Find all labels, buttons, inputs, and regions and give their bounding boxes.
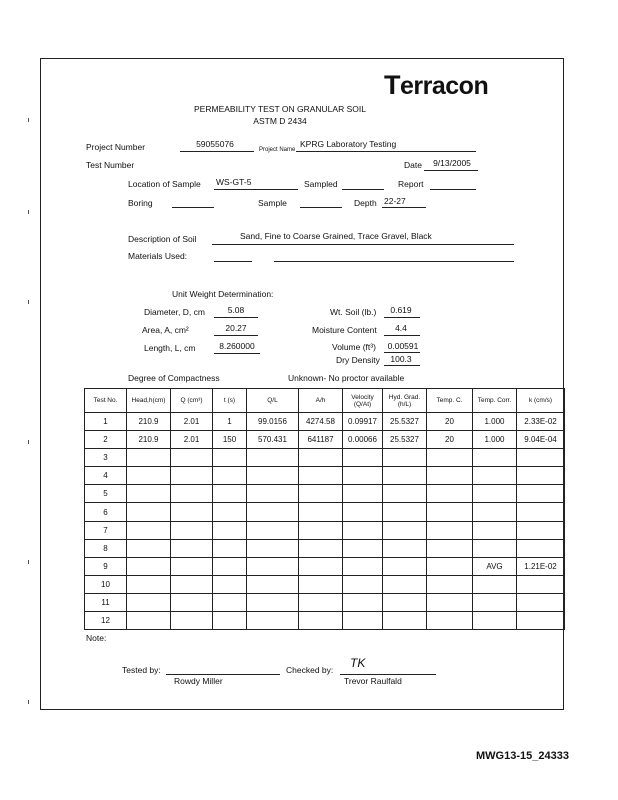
table-cell [127, 593, 171, 611]
table-cell [517, 593, 565, 611]
table-cell: 210.9 [127, 413, 171, 431]
table-cell [247, 503, 299, 521]
table-cell [213, 503, 247, 521]
table-cell: 641187 [299, 431, 343, 449]
checked-by-line [340, 674, 436, 675]
test-number-label: Test Number [86, 160, 135, 170]
table-cell: 9.04E-04 [517, 431, 565, 449]
table-cell: 2.01 [171, 431, 213, 449]
depth-label: Depth [354, 198, 377, 208]
table-cell: 1.000 [473, 413, 517, 431]
column-header: Head,h(cm) [127, 389, 171, 413]
test-number-cell: 12 [85, 612, 127, 630]
table-cell: 150 [213, 431, 247, 449]
table-cell [343, 575, 383, 593]
table-cell [383, 575, 427, 593]
table-cell [343, 503, 383, 521]
scan-mark [28, 440, 29, 444]
table-cell [213, 539, 247, 557]
test-number-cell: 3 [85, 449, 127, 467]
wt-soil-value: 0.619 [390, 305, 412, 315]
table-cell [247, 485, 299, 503]
column-header: t (s) [213, 389, 247, 413]
column-header: Temp. Corr. [473, 389, 517, 413]
table-cell [247, 467, 299, 485]
table-cell [343, 612, 383, 630]
table-cell: 210.9 [127, 431, 171, 449]
column-header: A/h [299, 389, 343, 413]
tested-by-name: Rowdy Miller [174, 676, 223, 686]
scan-mark [28, 700, 29, 704]
terracon-logo: Terracon [384, 70, 489, 100]
table-cell [247, 593, 299, 611]
boring-label: Boring [128, 198, 153, 208]
project-name-line [296, 151, 476, 152]
table-row [85, 557, 565, 575]
area-line [214, 335, 258, 336]
moisture-label: Moisture Content [312, 325, 377, 335]
checked-by-label: Checked by: [286, 665, 334, 675]
table-cell [427, 539, 473, 557]
permeability-table [84, 388, 565, 630]
date-line [424, 170, 478, 171]
table-cell [517, 521, 565, 539]
length-value: 8.260000 [219, 341, 255, 351]
table-cell [299, 612, 343, 630]
table-cell [517, 503, 565, 521]
table-cell [127, 557, 171, 575]
table-cell [213, 557, 247, 575]
document-code: MWG13-15_24333 [476, 750, 569, 762]
boring-line [172, 207, 214, 208]
note-label: Note: [86, 633, 107, 643]
table-cell [517, 575, 565, 593]
table-cell [383, 612, 427, 630]
table-cell [383, 503, 427, 521]
sample-line [300, 207, 342, 208]
table-cell [213, 575, 247, 593]
table-cell: 2.33E-02 [517, 413, 565, 431]
moisture-line [384, 335, 420, 336]
table-cell [171, 539, 213, 557]
column-header: Hyd. Grad. (h/L) [383, 389, 427, 413]
table-cell [299, 485, 343, 503]
table-cell [383, 521, 427, 539]
table-cell [473, 449, 517, 467]
area-value: 20.27 [225, 323, 247, 333]
table-cell [473, 503, 517, 521]
table-cell [517, 612, 565, 630]
test-number-cell: 6 [85, 503, 127, 521]
table-cell [299, 449, 343, 467]
table-cell: 1.000 [473, 431, 517, 449]
table-cell [343, 539, 383, 557]
table-cell [171, 593, 213, 611]
project-number-value: 59055076 [196, 139, 234, 149]
table-cell [473, 521, 517, 539]
test-number-cell: 9 [85, 557, 127, 575]
table-cell [171, 485, 213, 503]
scan-mark [28, 300, 29, 304]
table-cell [343, 521, 383, 539]
table-cell [473, 593, 517, 611]
column-header: k (cm/s) [517, 389, 565, 413]
table-cell [473, 539, 517, 557]
table-row [85, 503, 565, 521]
location-value: WS-GT-5 [216, 177, 252, 187]
wt-soil-label: Wt. Soil (lb.) [330, 307, 377, 317]
wt-soil-line [384, 317, 420, 318]
table-cell [383, 593, 427, 611]
table-cell [127, 521, 171, 539]
table-cell: AVG [473, 557, 517, 575]
table-cell: 1.21E-02 [517, 557, 565, 575]
table-cell [473, 467, 517, 485]
table-cell: 1 [213, 413, 247, 431]
depth-value: 22-27 [384, 196, 406, 206]
table-cell [247, 449, 299, 467]
test-number-cell: 8 [85, 539, 127, 557]
table-cell: 25.5327 [383, 413, 427, 431]
table-cell [383, 467, 427, 485]
table-cell [213, 485, 247, 503]
table-header-row [85, 389, 565, 413]
length-label: Length, L, cm [144, 343, 196, 353]
density-label: Dry Density [336, 355, 380, 365]
table-cell [517, 467, 565, 485]
table-row [85, 593, 565, 611]
materials-line-1 [214, 261, 252, 262]
description-value: Sand, Fine to Coarse Grained, Trace Gravel, Black [240, 231, 432, 241]
form-title: PERMEABILITY TEST ON GRANULAR SOIL [194, 104, 366, 114]
table-cell [517, 485, 565, 503]
test-number-cell: 4 [85, 467, 127, 485]
table-cell [299, 521, 343, 539]
table-cell: 2.01 [171, 413, 213, 431]
table-cell [213, 612, 247, 630]
table-cell [517, 449, 565, 467]
table-row [85, 413, 565, 431]
table-cell [247, 575, 299, 593]
diameter-value: 5.08 [227, 305, 245, 315]
test-number-cell: 7 [85, 521, 127, 539]
location-label: Location of Sample [128, 179, 201, 189]
table-cell [299, 467, 343, 485]
volume-value: 0.00591 [387, 341, 419, 351]
date-label: Date [404, 160, 422, 170]
table-row [85, 431, 565, 449]
form-standard: ASTM D 2434 [253, 116, 307, 126]
scan-mark [28, 118, 29, 122]
test-number-cell: 2 [85, 431, 127, 449]
table-cell [343, 467, 383, 485]
table-cell [299, 503, 343, 521]
project-number-line [180, 151, 254, 152]
table-cell [171, 557, 213, 575]
table-cell [383, 485, 427, 503]
test-number-cell: 5 [85, 485, 127, 503]
table-cell: 0.00066 [343, 431, 383, 449]
depth-line [382, 207, 426, 208]
table-cell [427, 449, 473, 467]
table-cell [427, 612, 473, 630]
table-cell: 570.431 [247, 431, 299, 449]
table-cell [213, 593, 247, 611]
volume-line [384, 352, 420, 353]
diameter-line [214, 317, 258, 318]
table-cell [343, 449, 383, 467]
table-row [85, 449, 565, 467]
table-row [85, 521, 565, 539]
table-cell [299, 593, 343, 611]
table-cell [427, 467, 473, 485]
density-value: 100.3 [390, 354, 412, 364]
tested-by-label: Tested by: [122, 665, 161, 675]
table-cell [473, 612, 517, 630]
table-cell [171, 575, 213, 593]
project-name-label: Project Name [259, 147, 296, 153]
table-cell [247, 557, 299, 575]
project-name-value: KPRG Laboratory Testing [300, 139, 397, 149]
table-cell [343, 485, 383, 503]
table-row [85, 467, 565, 485]
table-cell [127, 485, 171, 503]
table-cell [127, 467, 171, 485]
checked-by-name: Trevor Raulfald [344, 676, 402, 686]
date-value: 9/13/2005 [433, 158, 471, 168]
sampled-label: Sampled [304, 179, 338, 189]
test-number-cell: 11 [85, 593, 127, 611]
table-cell [127, 539, 171, 557]
report-line [430, 189, 476, 190]
moisture-value: 4.4 [395, 323, 407, 333]
table-row [85, 612, 565, 630]
description-label: Description of Soil [128, 234, 197, 244]
project-number-label: Project Number [86, 142, 146, 152]
table-cell [171, 612, 213, 630]
table-cell [473, 485, 517, 503]
table-cell: 99.0156 [247, 413, 299, 431]
table-cell [427, 503, 473, 521]
area-label: Area, A, cm² [142, 325, 189, 335]
table-cell [127, 575, 171, 593]
table-cell [383, 449, 427, 467]
table-row [85, 485, 565, 503]
table-cell [127, 449, 171, 467]
checked-by-signature: TK [350, 656, 366, 670]
diameter-label: Diameter, D, cm [144, 307, 205, 317]
report-label: Report [398, 179, 424, 189]
materials-label: Materials Used: [128, 251, 188, 261]
table-cell [517, 539, 565, 557]
table-cell [427, 521, 473, 539]
density-line [384, 365, 420, 366]
location-line [214, 189, 298, 190]
table-cell: 20 [427, 431, 473, 449]
table-cell [247, 521, 299, 539]
table-cell: 20 [427, 413, 473, 431]
table-cell [299, 557, 343, 575]
length-line [214, 353, 260, 354]
table-cell [299, 575, 343, 593]
table-cell [171, 521, 213, 539]
table-cell [247, 612, 299, 630]
column-header: Temp. C. [427, 389, 473, 413]
table-body [85, 413, 565, 630]
table-cell [427, 593, 473, 611]
sampled-line [342, 189, 384, 190]
table-cell [383, 557, 427, 575]
column-header: Q (cm³) [171, 389, 213, 413]
table-cell [299, 539, 343, 557]
table-cell [127, 612, 171, 630]
table-row [85, 539, 565, 557]
test-number-cell: 1 [85, 413, 127, 431]
column-header: Q/L [247, 389, 299, 413]
table-cell [213, 467, 247, 485]
sample-label: Sample [258, 198, 287, 208]
test-number-cell: 10 [85, 575, 127, 593]
materials-line-2 [274, 261, 514, 262]
scan-mark [28, 560, 29, 564]
description-line [212, 244, 514, 245]
table-cell [427, 575, 473, 593]
table-cell [171, 467, 213, 485]
unit-weight-heading: Unit Weight Determination: [172, 289, 274, 299]
tested-by-line [166, 674, 280, 675]
table-cell [213, 521, 247, 539]
table-cell [343, 593, 383, 611]
table-row [85, 575, 565, 593]
table-cell [247, 539, 299, 557]
table-cell [427, 557, 473, 575]
table-cell [473, 575, 517, 593]
table-cell [427, 485, 473, 503]
table-cell: 0.09917 [343, 413, 383, 431]
column-header: Velocity (Q/At) [343, 389, 383, 413]
column-header: Test No. [85, 389, 127, 413]
compactness-value: Unknown- No proctor available [288, 373, 405, 383]
table-cell [383, 539, 427, 557]
volume-label: Volume (ft³) [332, 342, 376, 352]
table-cell [343, 557, 383, 575]
table-cell [171, 503, 213, 521]
scan-mark [28, 210, 29, 214]
compactness-label: Degree of Compactness [128, 373, 220, 383]
table-cell: 4274.58 [299, 413, 343, 431]
table-cell [213, 449, 247, 467]
table-cell: 25.5327 [383, 431, 427, 449]
table-cell [127, 503, 171, 521]
table-cell [171, 449, 213, 467]
